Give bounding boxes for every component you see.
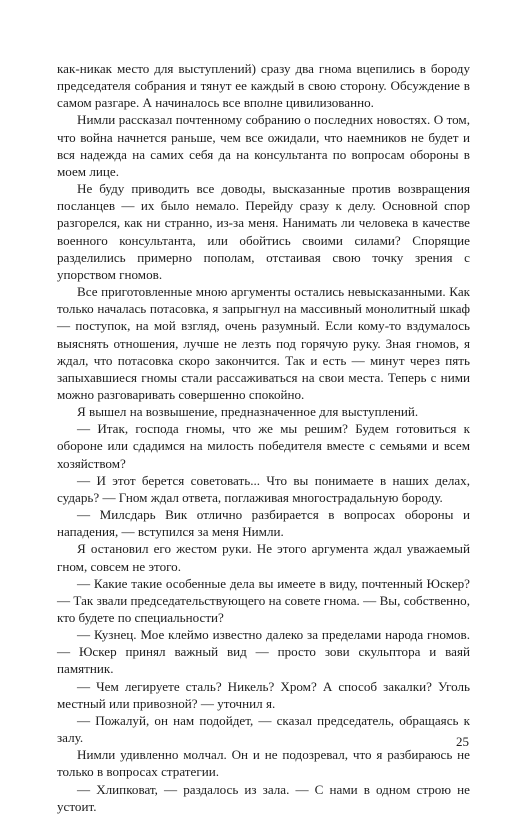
paragraph-5: Я вышел на возвышение, предназначенное для выступлений. xyxy=(77,404,419,420)
paragraph-11: — Кузнец. Мое клеймо известно далеко за пределами народа гномов. — Юскер принял важный вид — просто зови скульптора и ваяй памятник. xyxy=(57,627,470,677)
paragraph-15: — Хлипковат, — раздалось из зала. — С нами в одном строю не устоит. xyxy=(57,781,470,814)
paragraph-8: — Милсдарь Вик отлично разбирается в вопросах обороны и нападения, — вступился за меня Нимли. xyxy=(57,507,470,540)
paragraph-13: — Пожалуй, он нам подойдет, — сказал председатель, обращаясь к залу. xyxy=(57,712,470,746)
paragraph-4: Все приготовленные мною аргументы остались невысказанными. Как только началась потасовка, я запрыгнул на массивный монолитный шкаф — поступок, на мой взгляд, очень разумный. Если кому-то вздумалось выяснять отношения, лучше не лезть под горячую руку. Зная гномов, я ждал, что потасовка скоро закончится. Так и есть — минут через пять запыхавшиеся гномы стали рассаживаться на свои места. Теперь с ними можно разговаривать совершенно спокойно. xyxy=(57,284,470,402)
paragraph-6: — Итак, господа гномы, что же мы решим? Будем готовиться к обороне или сдадимся на милость победителя вместе с семьями и всем хозяйством? xyxy=(57,421,470,471)
paragraph-2: Нимли рассказал почтенному собранию о последних новостях. О том, что война начнется раньше, чем все ожидали, что наемников не будет и вся надежда на самих себя да на консультанта по вопросам обороны в моем лице. xyxy=(57,112,470,179)
paragraph-1: как-никак место для выступлений) сразу два гнома вцепились в бороду председателя собрания и тянут ее каждый в свою сторону. Обсуждение в самом разгаре. А начиналось все вполне цивилизованно. xyxy=(57,61,470,111)
paragraph-12: — Чем легируете сталь? Никель? Хром? А способ закалки? Уголь местный или привозной? — уточнил я. xyxy=(57,678,470,711)
page-number: 25 xyxy=(456,734,469,749)
paragraph-7: — И этот берется советовать... Что вы понимаете в наших делах, сударь? — Гном ждал ответа, поглаживая многострадальную бороду. xyxy=(57,472,470,505)
paragraph-10: — Какие такие особенные дела вы имеете в виду, почтенный Юскер? — Так звали председательствующего на совете гнома. — Вы, собственно, кто будете по специальности? xyxy=(57,575,470,625)
paragraph-9: Я остановил его жестом руки. Не этого аргумента ждал уважаемый гном, совсем не этого. xyxy=(57,541,470,574)
paragraph-3: Не буду приводить все доводы, высказанные против возвращения посланцев — их было немало. Перейду сразу к делу. Основной спор разгорелся, как ни странно, из-за меня. Нанимать ли человека в качестве военного консультанта, или обойтись своими силами? Спорящие разделились примерно пополам, отстаивая свою точку зрения с упорством гномов. xyxy=(57,181,470,282)
paragraph-14: Нимли удивленно молчал. Он и не подозревал, что я разбираюсь не только в вопросах стратегии. xyxy=(57,747,470,780)
body-text xyxy=(57,60,470,815)
